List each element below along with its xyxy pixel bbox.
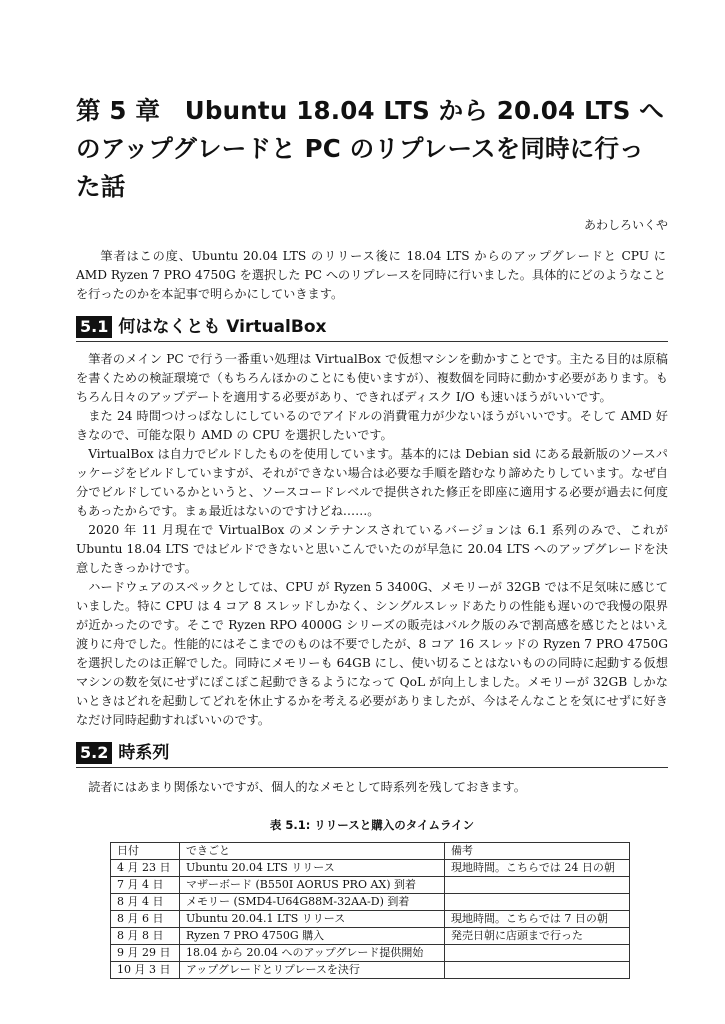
paragraph: ハードウェアのスペックとしては、CPU が Ryzen 5 3400G、メモリーが 32GB では不足気味に感じていました。特に CPU は 4 コア 8 スレッドしかなく、シングルスレッドあたりの性能も遅いので我慢の限界が近かったのです。そこで Ryzen RPO 4000G シリーズの販売はバルク版のみで割高感を感じたとはいえ渡りに舟でした。性能的にはそこまでのものは不要でしたが、8 コア 16 スレッドの Ryzen 7 PRO 4750G を選択したのは正解でした。同時にメモリーも 64GB にし、使い切ることはないものの同時に起動する仮想マシンの数を気にせずにぽこぽこ起動できるようになって QoL が向上しました。メモリーが 32GB しかないときはどれを起動してどれを休止するかを考える必要がありましたが、今はそんなことを気にせずに好きなだけ同時起動すればいいのです。: [76, 580, 668, 727]
table-row: [111, 877, 630, 894]
section-heading-5-1: [76, 316, 668, 342]
section-number: 5.2: [76, 742, 112, 764]
paragraph: VirtualBox は自力でビルドしたものを使用しています。基本的には Debian sid にある最新版のソースパッケージをビルドしていますが、それができない場合は必要な手順を踏むなり諦めたりしています。なぜ自分でビルドしているかというと、ソースコードレベルで提供された修正を即座に適用する必要が過去に何度もあったからです。まぁ最近はないのですけどね……。: [76, 447, 668, 518]
section-title: 何はなくとも VirtualBox: [118, 317, 327, 337]
table-caption: 表 5.1: リリースと購入のタイムライン: [269, 818, 475, 832]
table-cell: [445, 894, 630, 911]
column-header: 日付: [111, 843, 180, 860]
table-cell: Ryzen 7 PRO 4750G 購入: [180, 928, 445, 945]
paragraph: また 24 時間つけっぱなしにしているのでアイドルの消費電力が少ないほうがいいです。そして AMD 好きなので、可能な限り AMD の CPU を選択したいです。: [76, 409, 668, 442]
table-row: [111, 911, 630, 928]
table-cell: [445, 877, 630, 894]
table-cell: Ubuntu 20.04.1 LTS リリース: [180, 911, 445, 928]
table-cell: 10 月 3 日: [111, 962, 180, 979]
table-cell: メモリー (SMD4-U64G88M-32AA-D) 到着: [180, 894, 445, 911]
table-cell: [445, 962, 630, 979]
abstract: 筆者はこの度、Ubuntu 20.04 LTS のリリース後に 18.04 LTS からのアップグレードと CPU に AMD Ryzen 7 PRO 4750G を選択した PC へのリプレースを同時に行いました。具体的にどのようなことを行ったのかを本記事で明らかにしていきます。: [76, 249, 666, 301]
table-cell: 発売日朝に店頭まで行った: [445, 928, 630, 945]
section-number: 5.1: [76, 316, 112, 338]
table-row: [111, 945, 630, 962]
table-cell: [445, 945, 630, 962]
author: あわしろいくや: [583, 218, 668, 232]
table-cell: 現地時間。こちらでは 24 日の朝: [445, 860, 630, 877]
column-header: 備考: [445, 843, 630, 860]
table-cell: マザーボード (B550I AORUS PRO AX) 到着: [180, 877, 445, 894]
paragraph: 筆者のメイン PC で行う一番重い処理は VirtualBox で仮想マシンを動かすことです。主たる目的は原稿を書くための検証環境で（もちろんほかのことにも使いますが）、複数個を同時に動かす必要があります。もちろん日々のアップデートを適用する必要があり、できればディスク I/O も速いほうがいいです。: [76, 352, 668, 404]
table-row: [111, 860, 630, 877]
table-row: [111, 894, 630, 911]
table-cell: 4 月 23 日: [111, 860, 180, 877]
table-cell: 8 月 8 日: [111, 928, 180, 945]
column-header: できごと: [180, 843, 445, 860]
table-cell: 9 月 29 日: [111, 945, 180, 962]
paragraph: 読者にはあまり関係ないですが、個人的なメモとして時系列を残しておきます。: [88, 780, 526, 794]
section-title: 時系列: [118, 743, 170, 763]
section-body-5-1: [76, 350, 668, 730]
page: [76, 92, 668, 979]
table-cell: 7 月 4 日: [111, 877, 180, 894]
paragraph: 2020 年 11 月現在で VirtualBox のメンテナンスされているバージョンは 6.1 系列のみで、これが Ubuntu 18.04 LTS ではビルドできないと思いこんでいたのが早急に 20.04 LTS へのアップグレードを決意したきっかけです。: [76, 523, 668, 575]
table-cell: 18.04 から 20.04 へのアップグレード提供開始: [180, 945, 445, 962]
table-cell: アップグレードとリプレースを決行: [180, 962, 445, 979]
table-header-row: [111, 843, 630, 860]
timeline-table: [110, 842, 630, 979]
table-row: [111, 928, 630, 945]
section-body-5-2: [76, 778, 668, 797]
table-row: [111, 962, 630, 979]
table-cell: 8 月 6 日: [111, 911, 180, 928]
chapter-title: 第 5 章 Ubuntu 18.04 LTS から 20.04 LTS へのアップグレードと PC のリプレースを同時に行った話: [76, 96, 664, 201]
section-heading-5-2: [76, 742, 668, 768]
table-cell: 現地時間。こちらでは 7 日の朝: [445, 911, 630, 928]
table-cell: 8 月 4 日: [111, 894, 180, 911]
table-cell: Ubuntu 20.04 LTS リリース: [180, 860, 445, 877]
